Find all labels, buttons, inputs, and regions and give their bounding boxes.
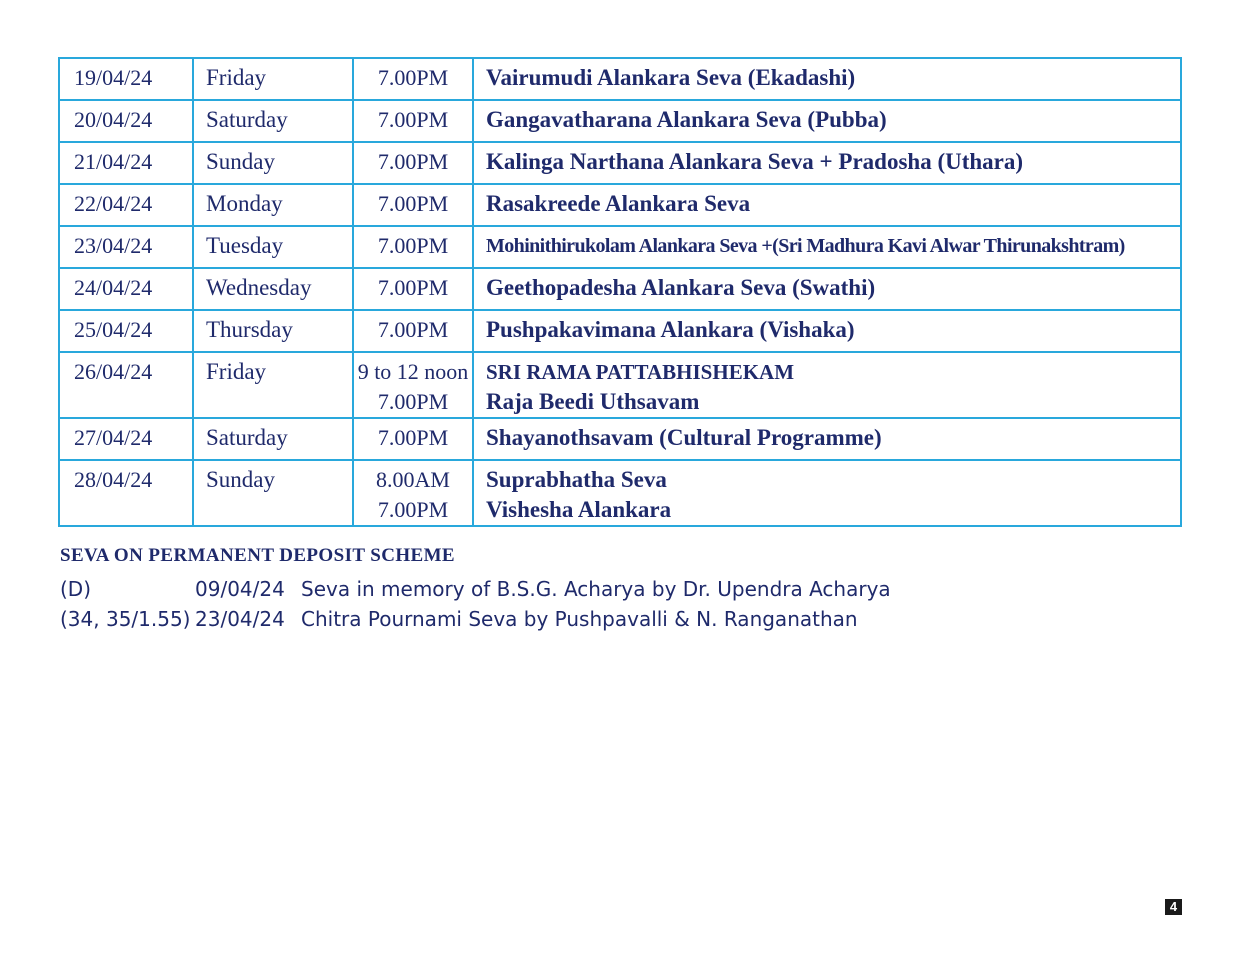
deposit-code: (34, 35/1.55) [60, 607, 191, 631]
seva-schedule-table [58, 57, 1182, 527]
day-cell: Wednesday [193, 268, 353, 310]
event-cell [473, 100, 1181, 142]
time-line: 7.00PM [377, 107, 449, 132]
event-line: Raja Beedi Uthsavam [486, 389, 700, 414]
page-number: 4 [1165, 899, 1182, 915]
time-line: 8.00AM [376, 467, 450, 492]
deposit-list [60, 577, 960, 637]
time-cell [353, 184, 473, 226]
time-cell [353, 142, 473, 184]
time-line: 7.00PM [377, 389, 449, 414]
event-cell [473, 226, 1181, 268]
event-line: Geethopadesha Alankara Seva (Swathi) [486, 275, 876, 300]
date-cell: 28/04/24 [59, 460, 193, 526]
event-line: Pushpakavimana Alankara (Vishaka) [486, 317, 855, 342]
day-cell: Tuesday [193, 226, 353, 268]
deposit-description: Seva in memory of B.S.G. Acharya by Dr. Upendra Acharya [301, 577, 891, 601]
event-cell [473, 58, 1181, 100]
event-cell [473, 460, 1181, 526]
time-cell [353, 268, 473, 310]
event-line: Suprabhatha Seva [486, 467, 667, 492]
time-line: 7.00PM [377, 275, 449, 300]
table-row [59, 310, 1181, 352]
deposit-date: 09/04/24 [195, 577, 285, 601]
day-cell: Sunday [193, 460, 353, 526]
deposit-date: 23/04/24 [195, 607, 285, 631]
day-cell: Friday [193, 352, 353, 418]
list-item [60, 607, 960, 637]
date-cell: 25/04/24 [59, 310, 193, 352]
date-cell: 19/04/24 [59, 58, 193, 100]
day-cell: Saturday [193, 100, 353, 142]
day-cell: Thursday [193, 310, 353, 352]
event-line: Vishesha Alankara [486, 497, 672, 522]
time-cell [353, 418, 473, 460]
deposit-section-title: SEVA ON PERMANENT DEPOSIT SCHEME [60, 545, 455, 566]
event-cell [473, 142, 1181, 184]
time-line: 7.00PM [377, 233, 449, 258]
event-line: Shayanothsavam (Cultural Programme) [486, 425, 882, 450]
table-row [59, 184, 1181, 226]
table-row [59, 268, 1181, 310]
event-line: Kalinga Narthana Alankara Seva + Pradosha (Uthara) [486, 149, 1024, 174]
date-cell: 24/04/24 [59, 268, 193, 310]
date-cell: 22/04/24 [59, 184, 193, 226]
time-line: 7.00PM [377, 317, 449, 342]
deposit-description: Chitra Pournami Seva by Pushpavalli & N. Ranganathan [301, 607, 858, 631]
event-line: Vairumudi Alankara Seva (Ekadashi) [486, 65, 856, 90]
date-cell: 20/04/24 [59, 100, 193, 142]
time-cell [353, 310, 473, 352]
event-line: SRI RAMA PATTABHISHEKAM [486, 360, 795, 384]
date-cell: 23/04/24 [59, 226, 193, 268]
time-line: 7.00PM [377, 149, 449, 174]
event-cell [473, 418, 1181, 460]
time-line: 7.00PM [377, 497, 449, 522]
time-cell [353, 460, 473, 526]
table-row [59, 352, 1181, 418]
event-cell [473, 352, 1181, 418]
date-cell: 21/04/24 [59, 142, 193, 184]
list-item [60, 577, 960, 607]
day-cell: Friday [193, 58, 353, 100]
event-cell [473, 184, 1181, 226]
date-cell: 26/04/24 [59, 352, 193, 418]
table-row [59, 226, 1181, 268]
deposit-code: (D) [60, 577, 92, 601]
day-cell: Monday [193, 184, 353, 226]
event-line: Rasakreede Alankara Seva [486, 191, 751, 216]
time-cell [353, 100, 473, 142]
time-line: 7.00PM [377, 425, 449, 450]
table-row [59, 58, 1181, 100]
table-row [59, 418, 1181, 460]
time-cell [353, 58, 473, 100]
date-cell: 27/04/24 [59, 418, 193, 460]
table-row [59, 100, 1181, 142]
table-row [59, 460, 1181, 526]
time-cell [353, 226, 473, 268]
table-row [59, 142, 1181, 184]
time-line: 7.00PM [377, 65, 449, 90]
event-line: Gangavatharana Alankara Seva (Pubba) [486, 107, 887, 132]
event-cell [473, 268, 1181, 310]
time-line: 9 to 12 noon [357, 359, 469, 384]
day-cell: Sunday [193, 142, 353, 184]
time-line: 7.00PM [377, 191, 449, 216]
event-line: Mohinithirukolam Alankara Seva +(Sri Madhura Kavi Alwar Thirunakshtram) [486, 235, 1125, 257]
time-cell [353, 352, 473, 418]
event-cell [473, 310, 1181, 352]
day-cell: Saturday [193, 418, 353, 460]
